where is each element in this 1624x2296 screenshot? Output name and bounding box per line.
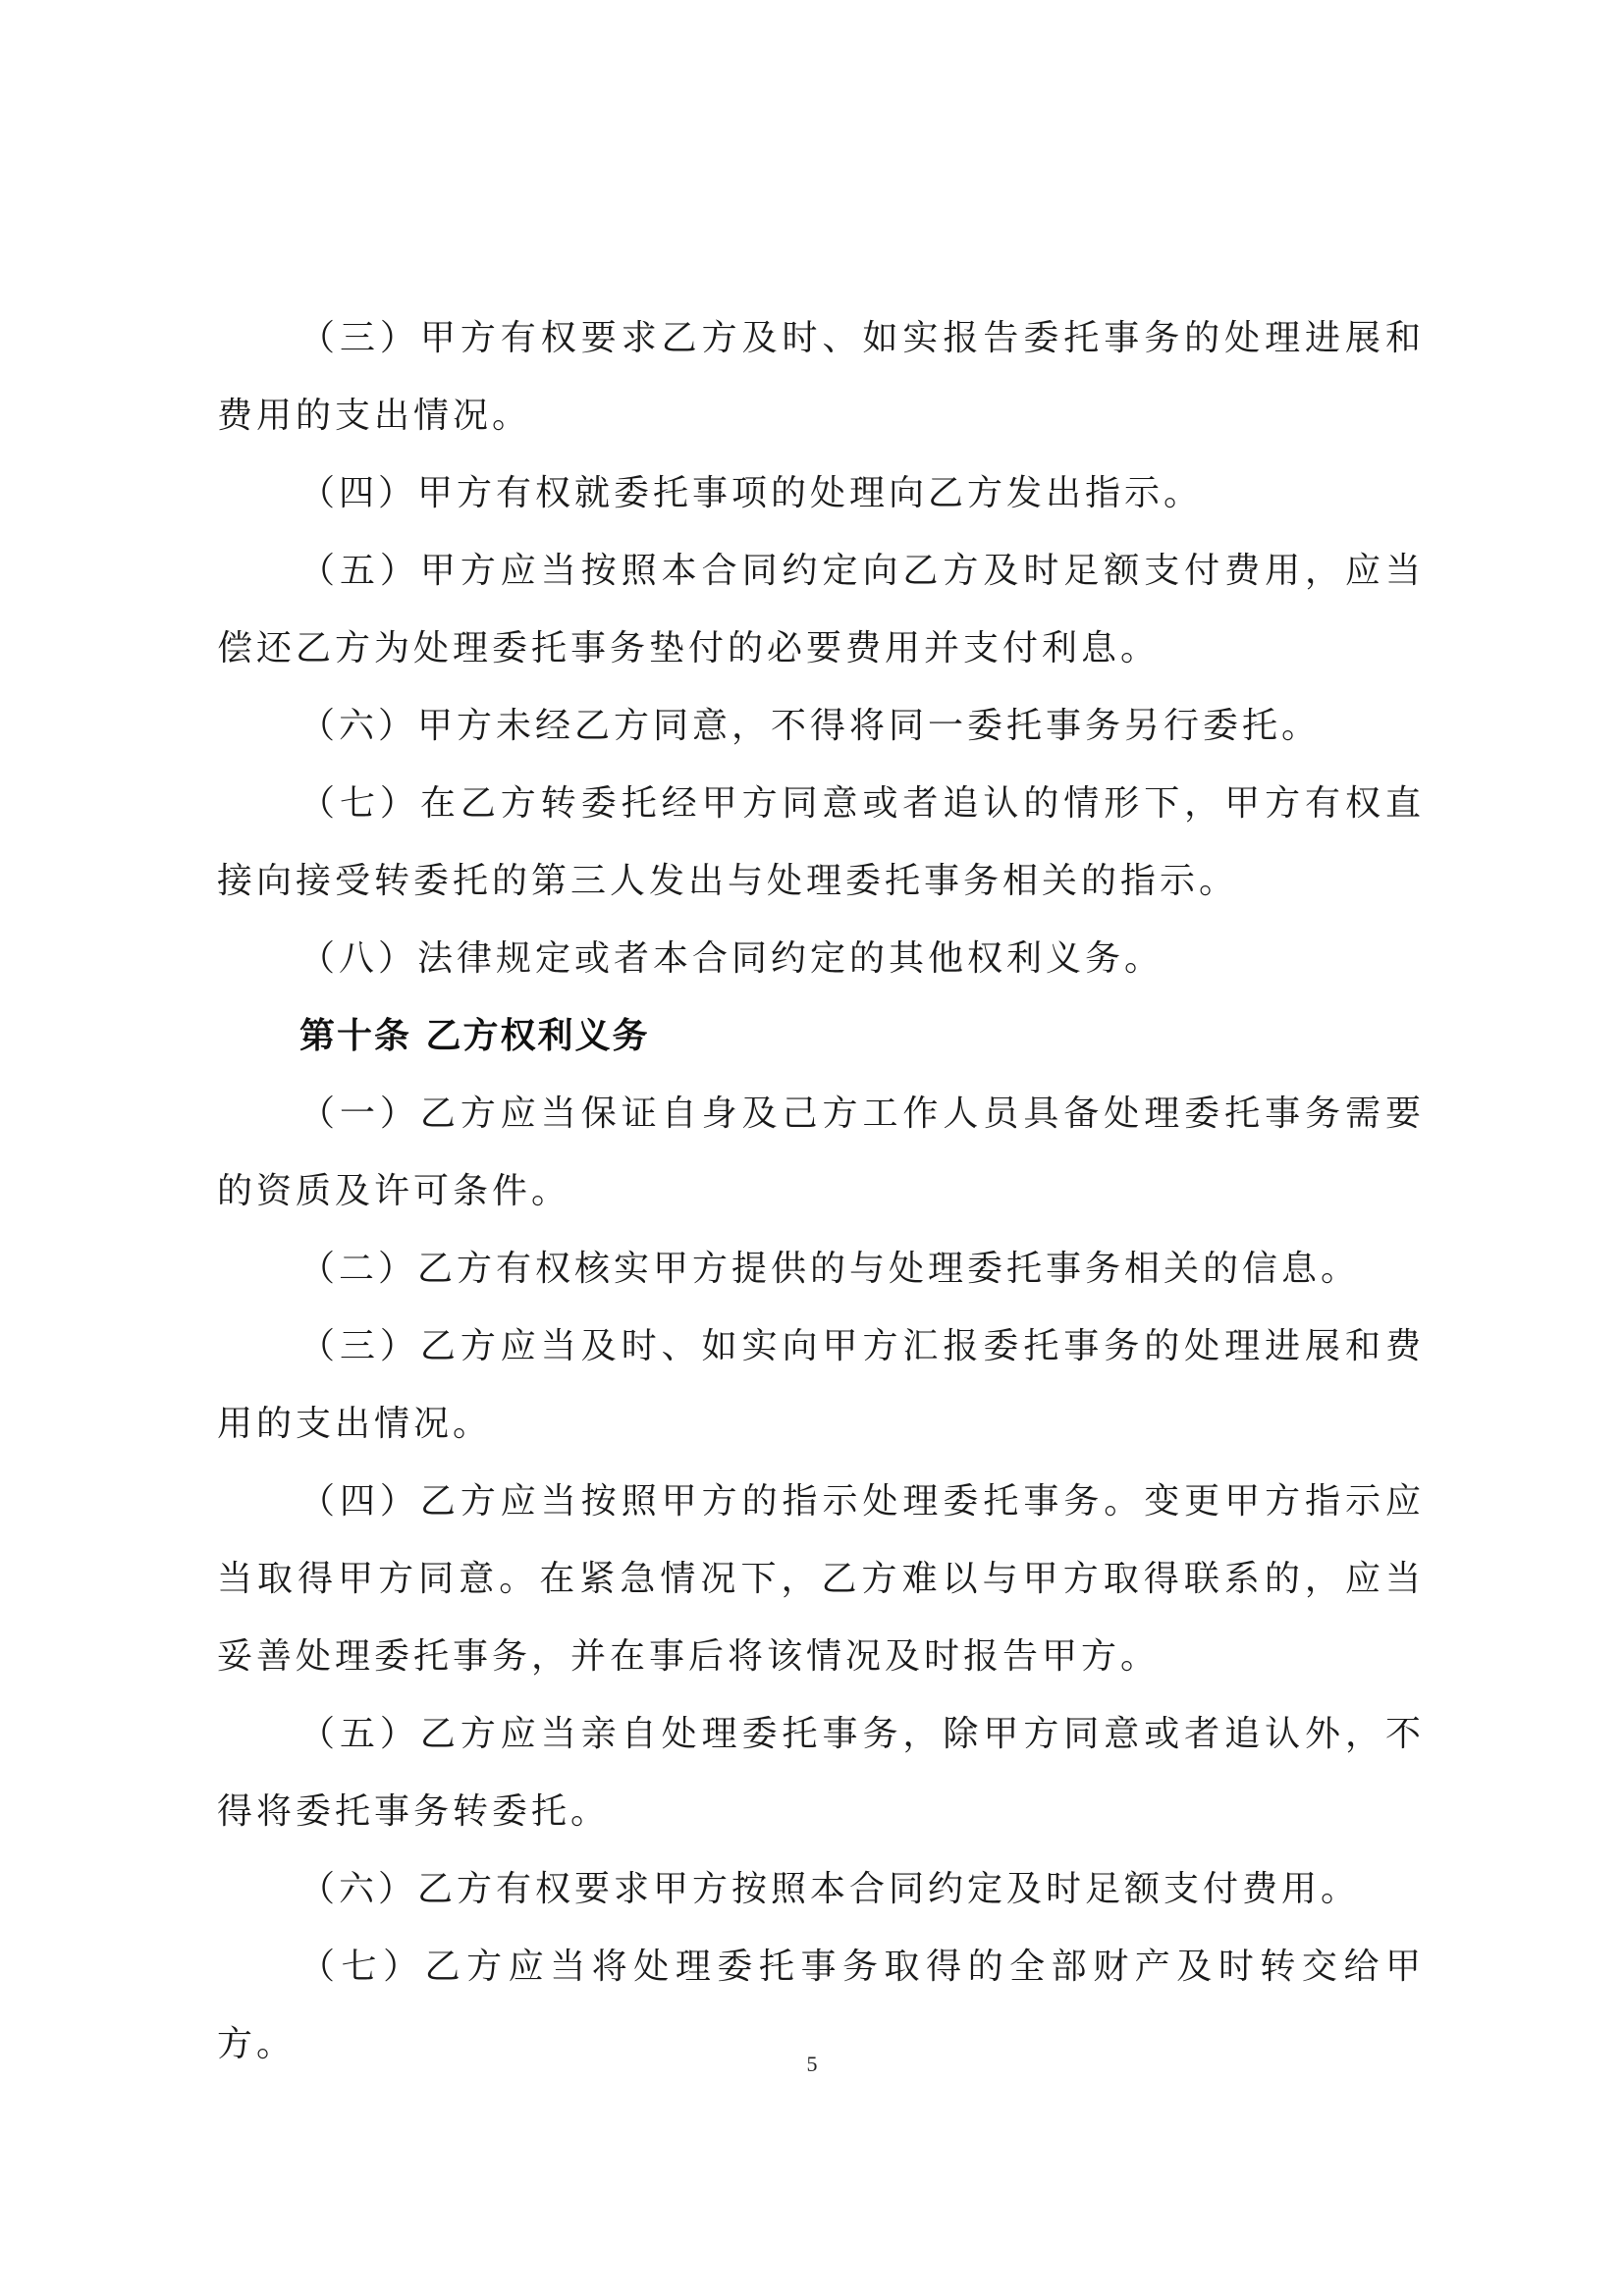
section-heading: 第十条 乙方权利义务 xyxy=(299,1016,650,1056)
paragraph: （三）乙方应当及时、如实向甲方汇报委托事务的处理进展和费用的支出情况。 xyxy=(217,1326,1425,1444)
page-number: 5 xyxy=(806,2052,818,2076)
document-body xyxy=(217,299,1425,2083)
paragraph: （三）甲方有权要求乙方及时、如实报告委托事务的处理进展和费用的支出情况。 xyxy=(217,318,1425,436)
paragraph: （一）乙方应当保证自身及己方工作人员具备处理委托事务需要的资质及许可条件。 xyxy=(217,1094,1425,1211)
paragraph: （四）甲方有权就委托事项的处理向乙方发出指示。 xyxy=(299,473,1204,513)
paragraph: （六）乙方有权要求甲方按照本合同约定及时足额支付费用。 xyxy=(299,1869,1361,1909)
paragraph: （八）法律规定或者本合同约定的其他权利义务。 xyxy=(299,938,1164,979)
paragraph: （五）乙方应当亲自处理委托事务，除甲方同意或者追认外，不得将委托事务转委托。 xyxy=(217,1714,1425,1832)
paragraph: （七）在乙方转委托经甲方同意或者追认的情形下，甲方有权直接向接受转委托的第三人发出与处理委托事务相关的指示。 xyxy=(217,783,1425,901)
paragraph: （二）乙方有权核实甲方提供的与处理委托事务相关的信息。 xyxy=(299,1249,1361,1289)
paragraph: （六）甲方未经乙方同意，不得将同一委托事务另行委托。 xyxy=(299,706,1322,746)
paragraph: （五）甲方应当按照本合同约定向乙方及时足额支付费用，应当偿还乙方为处理委托事务垫付的必要费用并支付利息。 xyxy=(217,551,1425,668)
paragraph: （七）乙方应当将处理委托事务取得的全部财产及时转交给甲方。 xyxy=(217,1947,1425,2064)
paragraph: （四）乙方应当按照甲方的指示处理委托事务。变更甲方指示应当取得甲方同意。在紧急情况下，乙方难以与甲方取得联系的，应当妥善处理委托事务，并在事后将该情况及时报告甲方。 xyxy=(217,1481,1425,1677)
